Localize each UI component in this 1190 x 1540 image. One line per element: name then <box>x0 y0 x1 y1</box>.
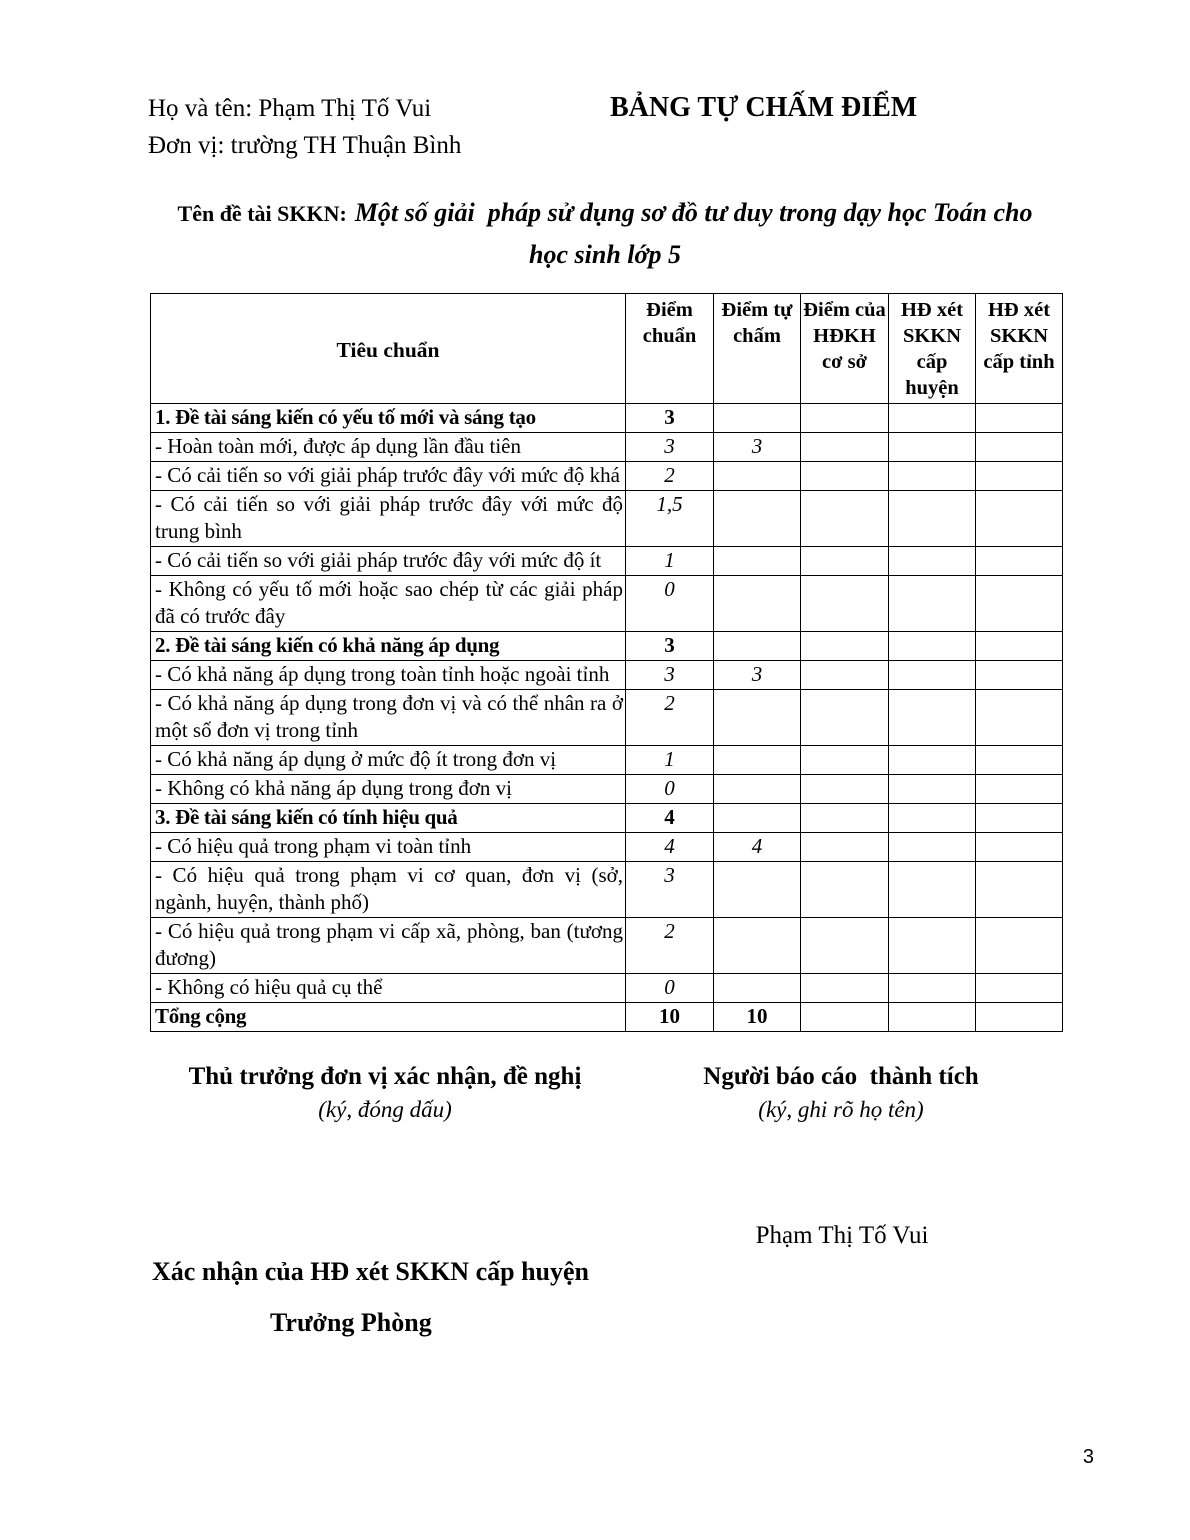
page-number: 3 <box>1082 1446 1094 1468</box>
col-header-hdkh-score: Điểm của HĐKH cơ sở <box>801 294 889 404</box>
hdkh-score <box>801 775 889 804</box>
province-score <box>976 974 1063 1003</box>
self-score <box>714 746 801 775</box>
standard-score: 1,5 <box>626 491 714 547</box>
hdkh-score <box>801 974 889 1003</box>
table-row <box>151 404 1063 433</box>
standard-score: 3 <box>626 433 714 462</box>
district-score <box>889 690 976 746</box>
topic-line-1 <box>148 194 1062 236</box>
header-line-1 <box>148 92 1062 124</box>
criterion-label: - Có hiệu quả trong phạm vi cấp xã, phòng, ban (tương đương) <box>151 918 626 974</box>
self-score <box>714 862 801 918</box>
district-score <box>889 918 976 974</box>
self-score <box>714 462 801 491</box>
standard-score: 0 <box>626 775 714 804</box>
self-score <box>714 974 801 1003</box>
district-score <box>889 576 976 632</box>
criterion-label: - Có hiệu quả trong phạm vi toàn tỉnh <box>151 833 626 862</box>
self-score: 10 <box>714 1003 801 1032</box>
district-score <box>889 547 976 576</box>
hdkh-score <box>801 918 889 974</box>
table-row <box>151 746 1063 775</box>
table-row <box>151 491 1063 547</box>
table-row <box>151 632 1063 661</box>
district-score <box>889 632 976 661</box>
province-score <box>976 918 1063 974</box>
hdkh-score <box>801 1003 889 1032</box>
province-score <box>976 462 1063 491</box>
district-confirmation: Xác nhận của HĐ xét SKKN cấp huyện <box>152 1257 589 1286</box>
unit-line: Đơn vị: trường TH Thuận Bình <box>148 132 462 159</box>
standard-score: 2 <box>626 462 714 491</box>
standard-score: 0 <box>626 576 714 632</box>
province-score <box>976 433 1063 462</box>
standard-score: 0 <box>626 974 714 1003</box>
table-row <box>151 804 1063 833</box>
province-score <box>976 576 1063 632</box>
district-signer-title: Trưởng Phòng <box>270 1308 432 1337</box>
hdkh-score <box>801 433 889 462</box>
table-row <box>151 547 1063 576</box>
district-score <box>889 661 976 690</box>
self-score <box>714 632 801 661</box>
criterion-label: - Có hiệu quả trong phạm vi cơ quan, đơn vị (sở, ngành, huyện, thành phố) <box>151 862 626 918</box>
table-row <box>151 690 1063 746</box>
table-row <box>151 775 1063 804</box>
self-score <box>714 547 801 576</box>
self-score: 3 <box>714 661 801 690</box>
hdkh-score <box>801 576 889 632</box>
standard-score: 3 <box>626 661 714 690</box>
province-score <box>976 833 1063 862</box>
criterion-label: - Có khả năng áp dụng trong đơn vị và có thể nhân ra ở một số đơn vị trong tỉnh <box>151 690 626 746</box>
self-score: 3 <box>714 433 801 462</box>
table-row <box>151 576 1063 632</box>
topic-text-line-2: học sinh lớp 5 <box>529 240 681 269</box>
left-signature-note: (ký, đóng dấu) <box>318 1097 452 1122</box>
province-score <box>976 404 1063 433</box>
topic-label: Tên đề tài SKKN: <box>177 201 347 226</box>
criterion-label: - Hoàn toàn mới, được áp dụng lần đầu tiên <box>151 433 626 462</box>
province-score <box>976 547 1063 576</box>
self-score <box>714 576 801 632</box>
table-row <box>151 661 1063 690</box>
standard-score: 4 <box>626 833 714 862</box>
criterion-label: - Có cải tiến so với giải pháp trước đây với mức độ ít <box>151 547 626 576</box>
criterion-label: Tổng cộng <box>151 1003 626 1032</box>
district-score <box>889 974 976 1003</box>
district-score <box>889 804 976 833</box>
signature-row <box>150 1063 1062 1123</box>
topic-text-line-1: Một số giải pháp sử dụng sơ đồ tư duy trong dạy học Toán cho <box>354 198 1033 227</box>
standard-score: 4 <box>626 804 714 833</box>
col-header-standard-score: Điểm chuẩn <box>626 294 714 404</box>
table-row <box>151 833 1063 862</box>
province-score <box>976 661 1063 690</box>
criterion-label: - Không có yếu tố mới hoặc sao chép từ các giải pháp đã có trước đây <box>151 576 626 632</box>
self-score <box>714 491 801 547</box>
table-row-total <box>151 1003 1063 1032</box>
criterion-label: - Không có hiệu quả cụ thể <box>151 974 626 1003</box>
signature-block-left <box>150 1063 620 1123</box>
self-score: 4 <box>714 833 801 862</box>
hdkh-score <box>801 804 889 833</box>
district-score <box>889 862 976 918</box>
province-score <box>976 491 1063 547</box>
right-signature-note: (ký, ghi rõ họ tên) <box>758 1097 924 1122</box>
reporter-name-row <box>622 1222 1062 1250</box>
col-header-criteria: Tiêu chuẩn <box>151 294 626 404</box>
self-score <box>714 775 801 804</box>
district-score <box>889 462 976 491</box>
criterion-label: 2. Đề tài sáng kiến có khả năng áp dụng <box>151 632 626 661</box>
table-row <box>151 974 1063 1003</box>
criterion-label: - Có cải tiến so với giải pháp trước đây với mức độ trung bình <box>151 491 626 547</box>
standard-score: 1 <box>626 547 714 576</box>
topic-title <box>148 194 1062 274</box>
district-score <box>889 404 976 433</box>
criterion-label: 1. Đề tài sáng kiến có yếu tố mới và sáng tạo <box>151 404 626 433</box>
author-name-line: Họ và tên: Phạm Thị Tố Vui <box>148 95 432 122</box>
district-score <box>889 491 976 547</box>
criterion-label: - Có khả năng áp dụng ở mức độ ít trong đơn vị <box>151 746 626 775</box>
hdkh-score <box>801 404 889 433</box>
province-score <box>976 862 1063 918</box>
hdkh-score <box>801 862 889 918</box>
signature-block-right <box>620 1063 1062 1123</box>
standard-score: 2 <box>626 690 714 746</box>
right-signature-title: Người báo cáo thành tích <box>703 1063 979 1090</box>
col-header-district-council: HĐ xét SKKN cấp huyện <box>889 294 976 404</box>
province-score <box>976 775 1063 804</box>
standard-score: 1 <box>626 746 714 775</box>
self-score <box>714 804 801 833</box>
table-row <box>151 862 1063 918</box>
criterion-label: 3. Đề tài sáng kiến có tính hiệu quả <box>151 804 626 833</box>
hdkh-score <box>801 547 889 576</box>
hdkh-score <box>801 690 889 746</box>
left-signature-title: Thủ trưởng đơn vị xác nhận, đề nghị <box>188 1063 582 1090</box>
self-score <box>714 918 801 974</box>
table-header-row <box>151 294 1063 404</box>
province-score <box>976 690 1063 746</box>
hdkh-score <box>801 632 889 661</box>
self-score <box>714 690 801 746</box>
document-title: BẢNG TỰ CHẤM ĐIỂM <box>610 92 918 123</box>
district-score <box>889 1003 976 1032</box>
standard-score: 3 <box>626 404 714 433</box>
criterion-label: - Có cải tiến so với giải pháp trước đây với mức độ khá <box>151 462 626 491</box>
standard-score: 10 <box>626 1003 714 1032</box>
district-score <box>889 833 976 862</box>
hdkh-score <box>801 746 889 775</box>
criterion-label: - Không có khả năng áp dụng trong đơn vị <box>151 775 626 804</box>
col-header-province-council: HĐ xét SKKN cấp tỉnh <box>976 294 1063 404</box>
table-row <box>151 918 1063 974</box>
province-score <box>976 746 1063 775</box>
standard-score: 3 <box>626 862 714 918</box>
hdkh-score <box>801 491 889 547</box>
standard-score: 3 <box>626 632 714 661</box>
criteria-table <box>150 293 1063 1032</box>
reporter-name: Phạm Thị Tố Vui <box>755 1222 929 1249</box>
self-score <box>714 404 801 433</box>
table-row <box>151 433 1063 462</box>
table-row <box>151 462 1063 491</box>
province-score <box>976 1003 1063 1032</box>
district-score <box>889 746 976 775</box>
district-score <box>889 775 976 804</box>
province-score <box>976 632 1063 661</box>
hdkh-score <box>801 462 889 491</box>
criterion-label: - Có khả năng áp dụng trong toàn tỉnh hoặc ngoài tỉnh <box>151 661 626 690</box>
col-header-self-score: Điểm tự chấm <box>714 294 801 404</box>
standard-score: 2 <box>626 918 714 974</box>
district-score <box>889 433 976 462</box>
hdkh-score <box>801 661 889 690</box>
hdkh-score <box>801 833 889 862</box>
province-score <box>976 804 1063 833</box>
